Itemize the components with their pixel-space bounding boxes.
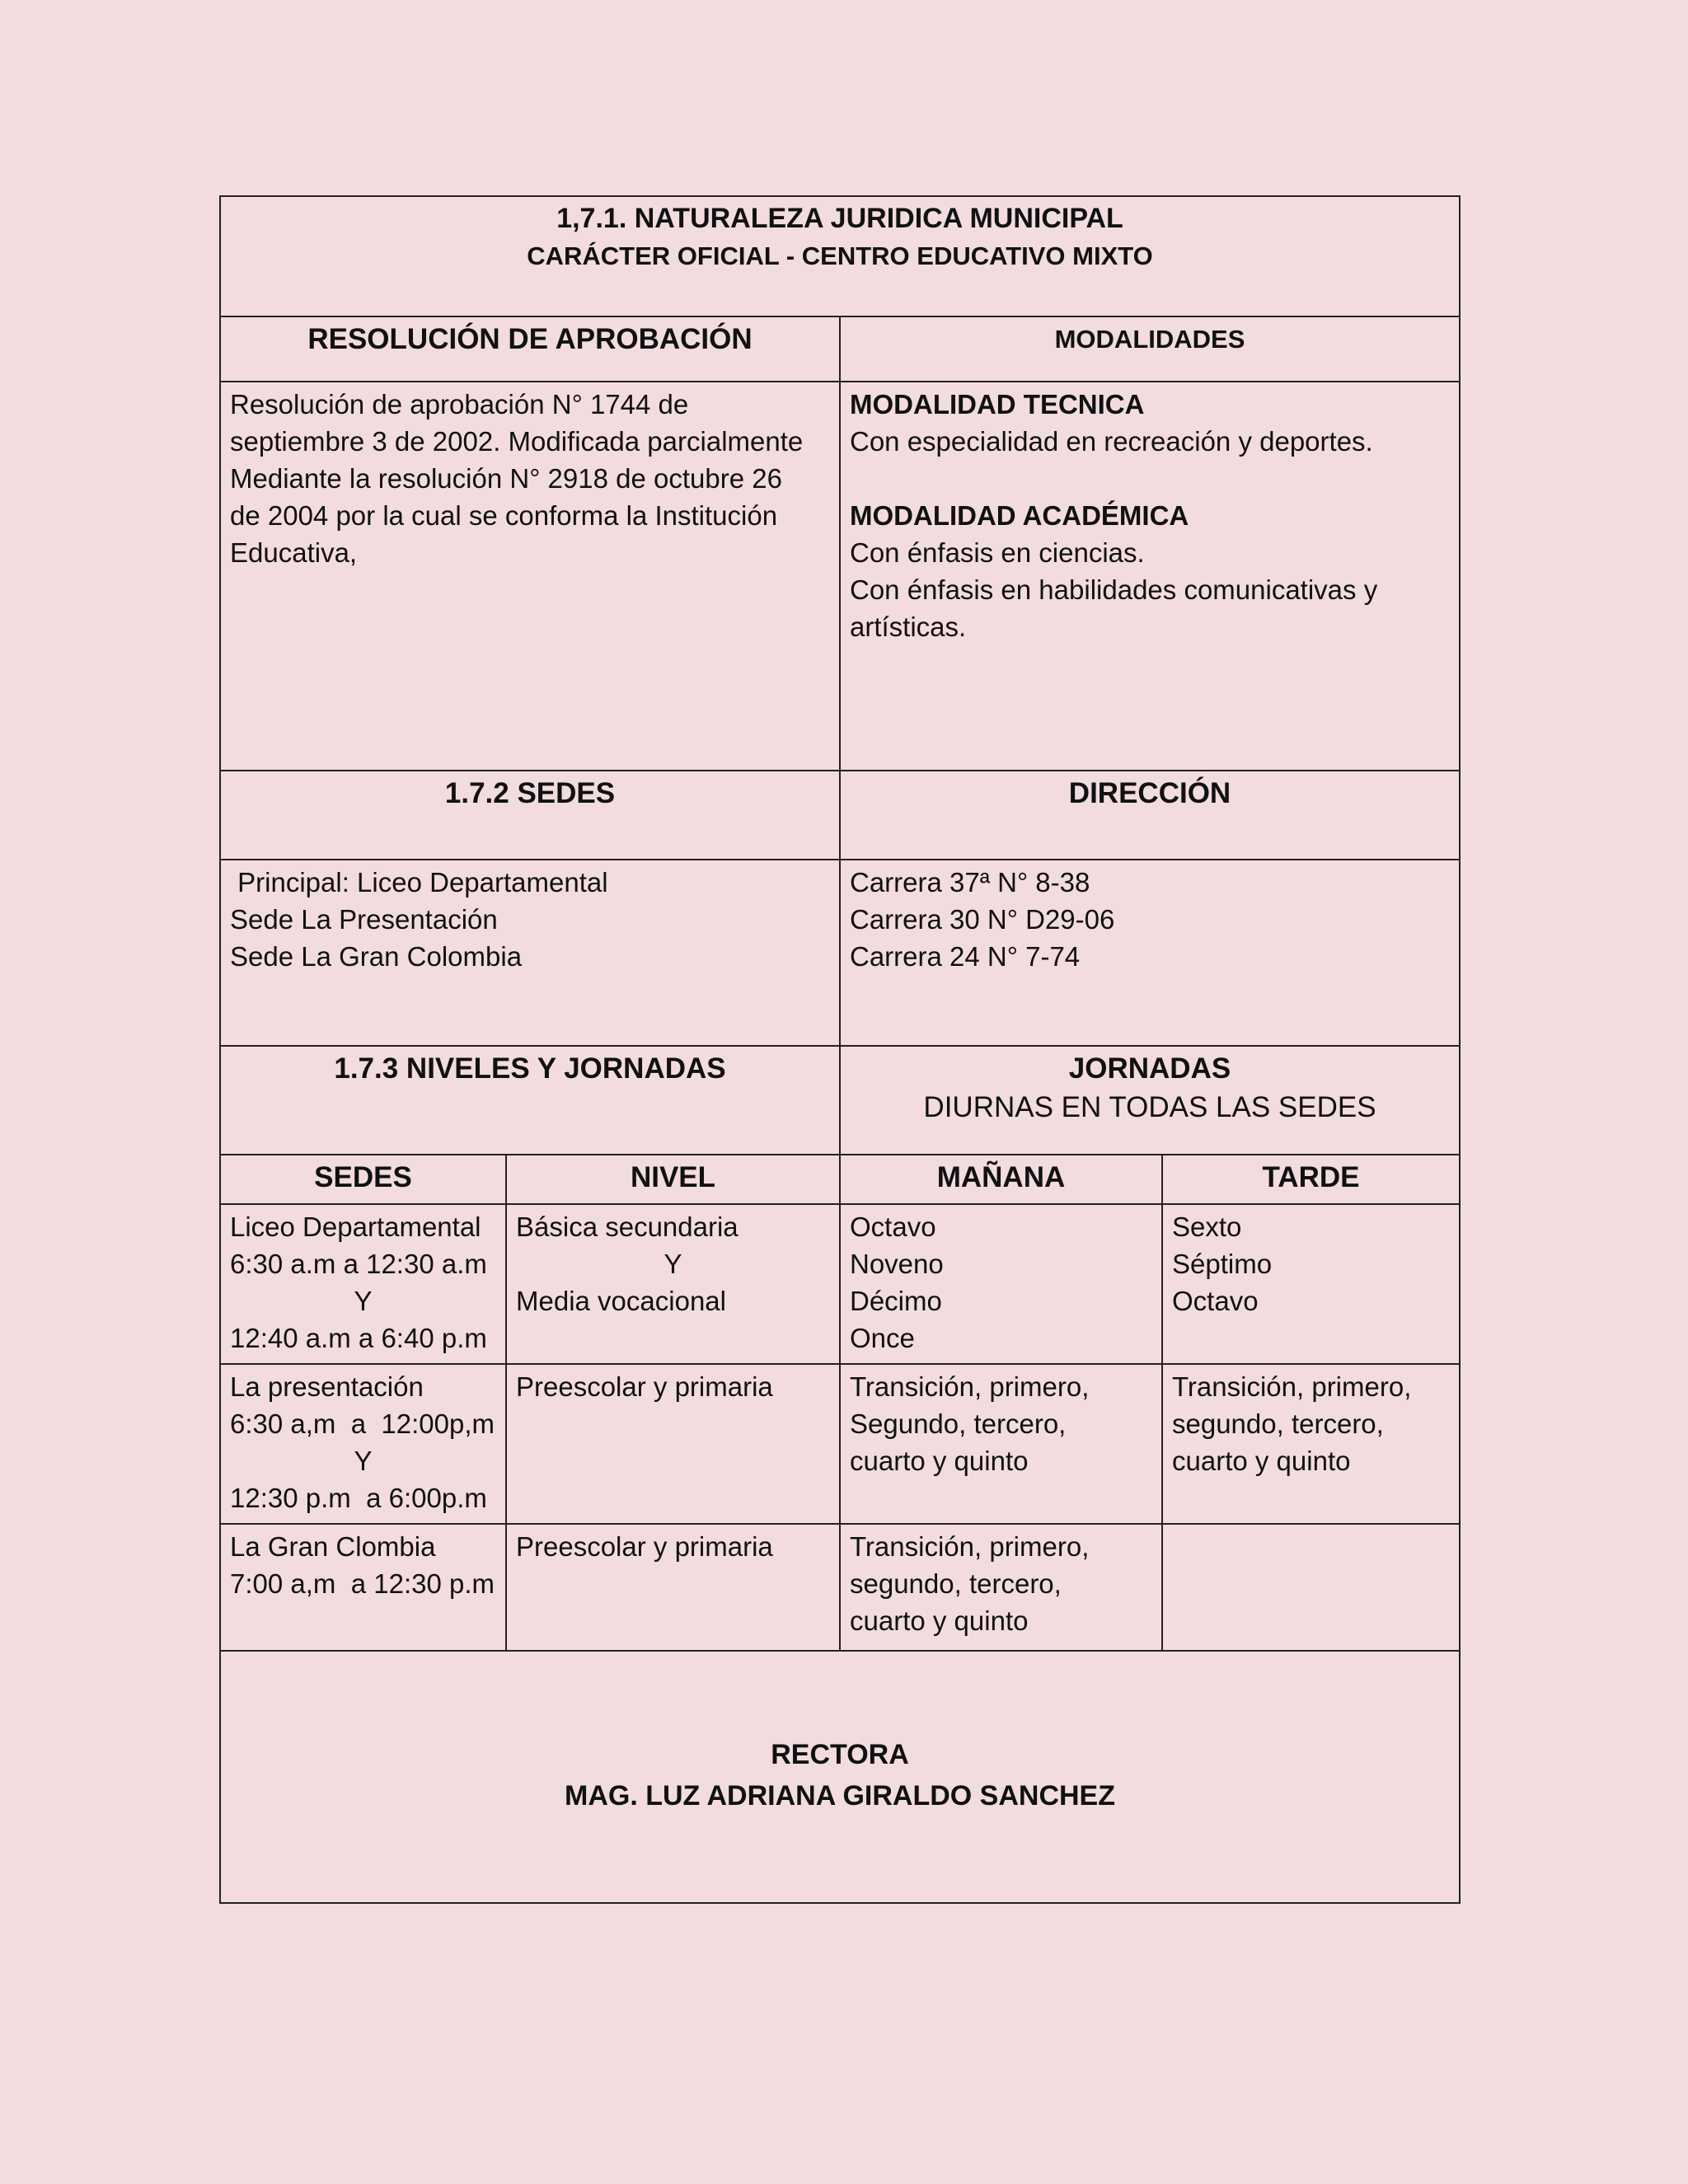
modalidad-tecnica-title: MODALIDAD TECNICA (850, 389, 1145, 419)
direccion-heading: DIRECCIÓN (840, 771, 1460, 860)
niveles-heading: 1.7.3 NIVELES Y JORNADAS (220, 1046, 840, 1155)
table-row (220, 1364, 1460, 1524)
column-header-nivel: NIVEL (506, 1155, 840, 1204)
sede-cell (220, 1204, 506, 1364)
resolucion-heading: RESOLUCIÓN DE APROBACIÓN (220, 316, 840, 382)
resolucion-line: de 2004 por la cual se conforma la Institución (230, 500, 778, 531)
grade-line: cuarto y quinto (1172, 1446, 1351, 1476)
sede-line: 12:40 a.m a 6:40 p.m (230, 1323, 487, 1353)
address: Carrera 30 N° D29-06 (850, 904, 1115, 935)
column-header-manana: MAÑANA (840, 1155, 1162, 1204)
nivel-cell (506, 1524, 840, 1651)
grade-line: Séptimo (1172, 1249, 1273, 1279)
document-title: 1,7.1. NATURALEZA JURIDICA MUNICIPAL (556, 203, 1123, 234)
manana-cell (840, 1204, 1162, 1364)
modalidades-heading: MODALIDADES (840, 316, 1460, 382)
nivel-line: Preescolar y primaria (516, 1531, 773, 1562)
grade-line: segundo, tercero, (850, 1568, 1062, 1599)
sede-name: Principal: Liceo Departamental (230, 867, 608, 898)
modalidad-tecnica-text: Con especialidad en recreación y deportes. (850, 426, 1373, 457)
tarde-cell (1162, 1524, 1460, 1651)
sede-line: 7:00 a,m a 12:30 p.m (230, 1568, 495, 1599)
grade-line: Transición, primero, (850, 1371, 1090, 1402)
direccion-list (840, 860, 1460, 1046)
table-row (220, 1204, 1460, 1364)
signature-role: RECTORA (771, 1739, 909, 1770)
column-header-tarde: TARDE (1162, 1155, 1460, 1204)
grade-line: segundo, tercero, (1172, 1408, 1384, 1439)
manana-cell (840, 1524, 1162, 1651)
modalidad-academica-line: Con énfasis en habilidades comunicativas y (850, 574, 1378, 605)
sede-cell (220, 1364, 506, 1524)
column-header-sedes: SEDES (220, 1155, 506, 1204)
signature-name: MAG. LUZ ADRIANA GIRALDO SANCHEZ (565, 1780, 1115, 1811)
grade-line: cuarto y quinto (850, 1605, 1029, 1636)
grade-line: Décimo (850, 1286, 942, 1316)
tarde-cell (1162, 1364, 1460, 1524)
grade-line: Octavo (1172, 1286, 1259, 1316)
grade-line: Noveno (850, 1249, 944, 1279)
document-subtitle: CARÁCTER OFICIAL - CENTRO EDUCATIVO MIXTO (527, 241, 1153, 270)
nivel-cell (506, 1204, 840, 1364)
resolucion-line: Educativa, (230, 537, 358, 568)
manana-cell (840, 1364, 1162, 1524)
address: Carrera 24 N° 7-74 (850, 941, 1081, 972)
grade-line: Segundo, tercero, (850, 1408, 1067, 1439)
modalidad-academica-title: MODALIDAD ACADÉMICA (850, 500, 1189, 531)
jornadas-subheading: DIURNAS EN TODAS LAS SEDES (923, 1091, 1376, 1123)
grade-line: Transición, primero, (850, 1531, 1090, 1562)
sede-line: 12:30 p.m a 6:00p.m (230, 1483, 487, 1513)
title-cell (220, 196, 1460, 316)
sede-line: Liceo Departamental (230, 1212, 481, 1242)
sede-line: La presentación (230, 1371, 424, 1402)
sede-line: Y (354, 1286, 373, 1316)
sede-line: La Gran Clombia (230, 1531, 436, 1562)
sede-cell (220, 1524, 506, 1651)
address: Carrera 37ª N° 8-38 (850, 867, 1090, 898)
nivel-line: Y (663, 1249, 682, 1279)
nivel-line: Preescolar y primaria (516, 1371, 773, 1402)
modalidades-text (840, 382, 1460, 771)
nivel-cell (506, 1364, 840, 1524)
grade-line: Sexto (1172, 1212, 1242, 1242)
sedes-list (220, 860, 840, 1046)
sede-name: Sede La Gran Colombia (230, 941, 523, 972)
resolucion-text (220, 382, 840, 771)
resolucion-line: Mediante la resolución N° 2918 de octubre 26 (230, 463, 782, 494)
resolucion-line: septiembre 3 de 2002. Modificada parcialmente (230, 426, 804, 457)
modalidad-academica-line: artísticas. (850, 612, 967, 642)
sede-line: Y (354, 1446, 373, 1476)
resolucion-line: Resolución de aprobación N° 1744 de (230, 389, 689, 419)
grade-line: Octavo (850, 1212, 936, 1242)
sede-name: Sede La Presentación (230, 904, 498, 935)
tarde-cell (1162, 1204, 1460, 1364)
sedes-heading: 1.7.2 SEDES (220, 771, 840, 860)
sede-line: 6:30 a.m a 12:30 a.m (230, 1249, 487, 1279)
nivel-line: Básica secundaria (516, 1212, 738, 1242)
grade-line: Once (850, 1323, 915, 1353)
jornadas-heading: JORNADAS (1068, 1052, 1231, 1085)
signature-cell (220, 1651, 1460, 1903)
modalidad-academica-line: Con énfasis en ciencias. (850, 537, 1145, 568)
grade-line: Transición, primero, (1172, 1371, 1412, 1402)
sede-line: 6:30 a,m a 12:00p,m (230, 1408, 495, 1439)
nivel-line: Media vocacional (516, 1286, 726, 1316)
jornadas-cell (840, 1046, 1460, 1155)
institution-info-table (219, 195, 1461, 1904)
grade-line: cuarto y quinto (850, 1446, 1029, 1476)
table-row (220, 1524, 1460, 1651)
